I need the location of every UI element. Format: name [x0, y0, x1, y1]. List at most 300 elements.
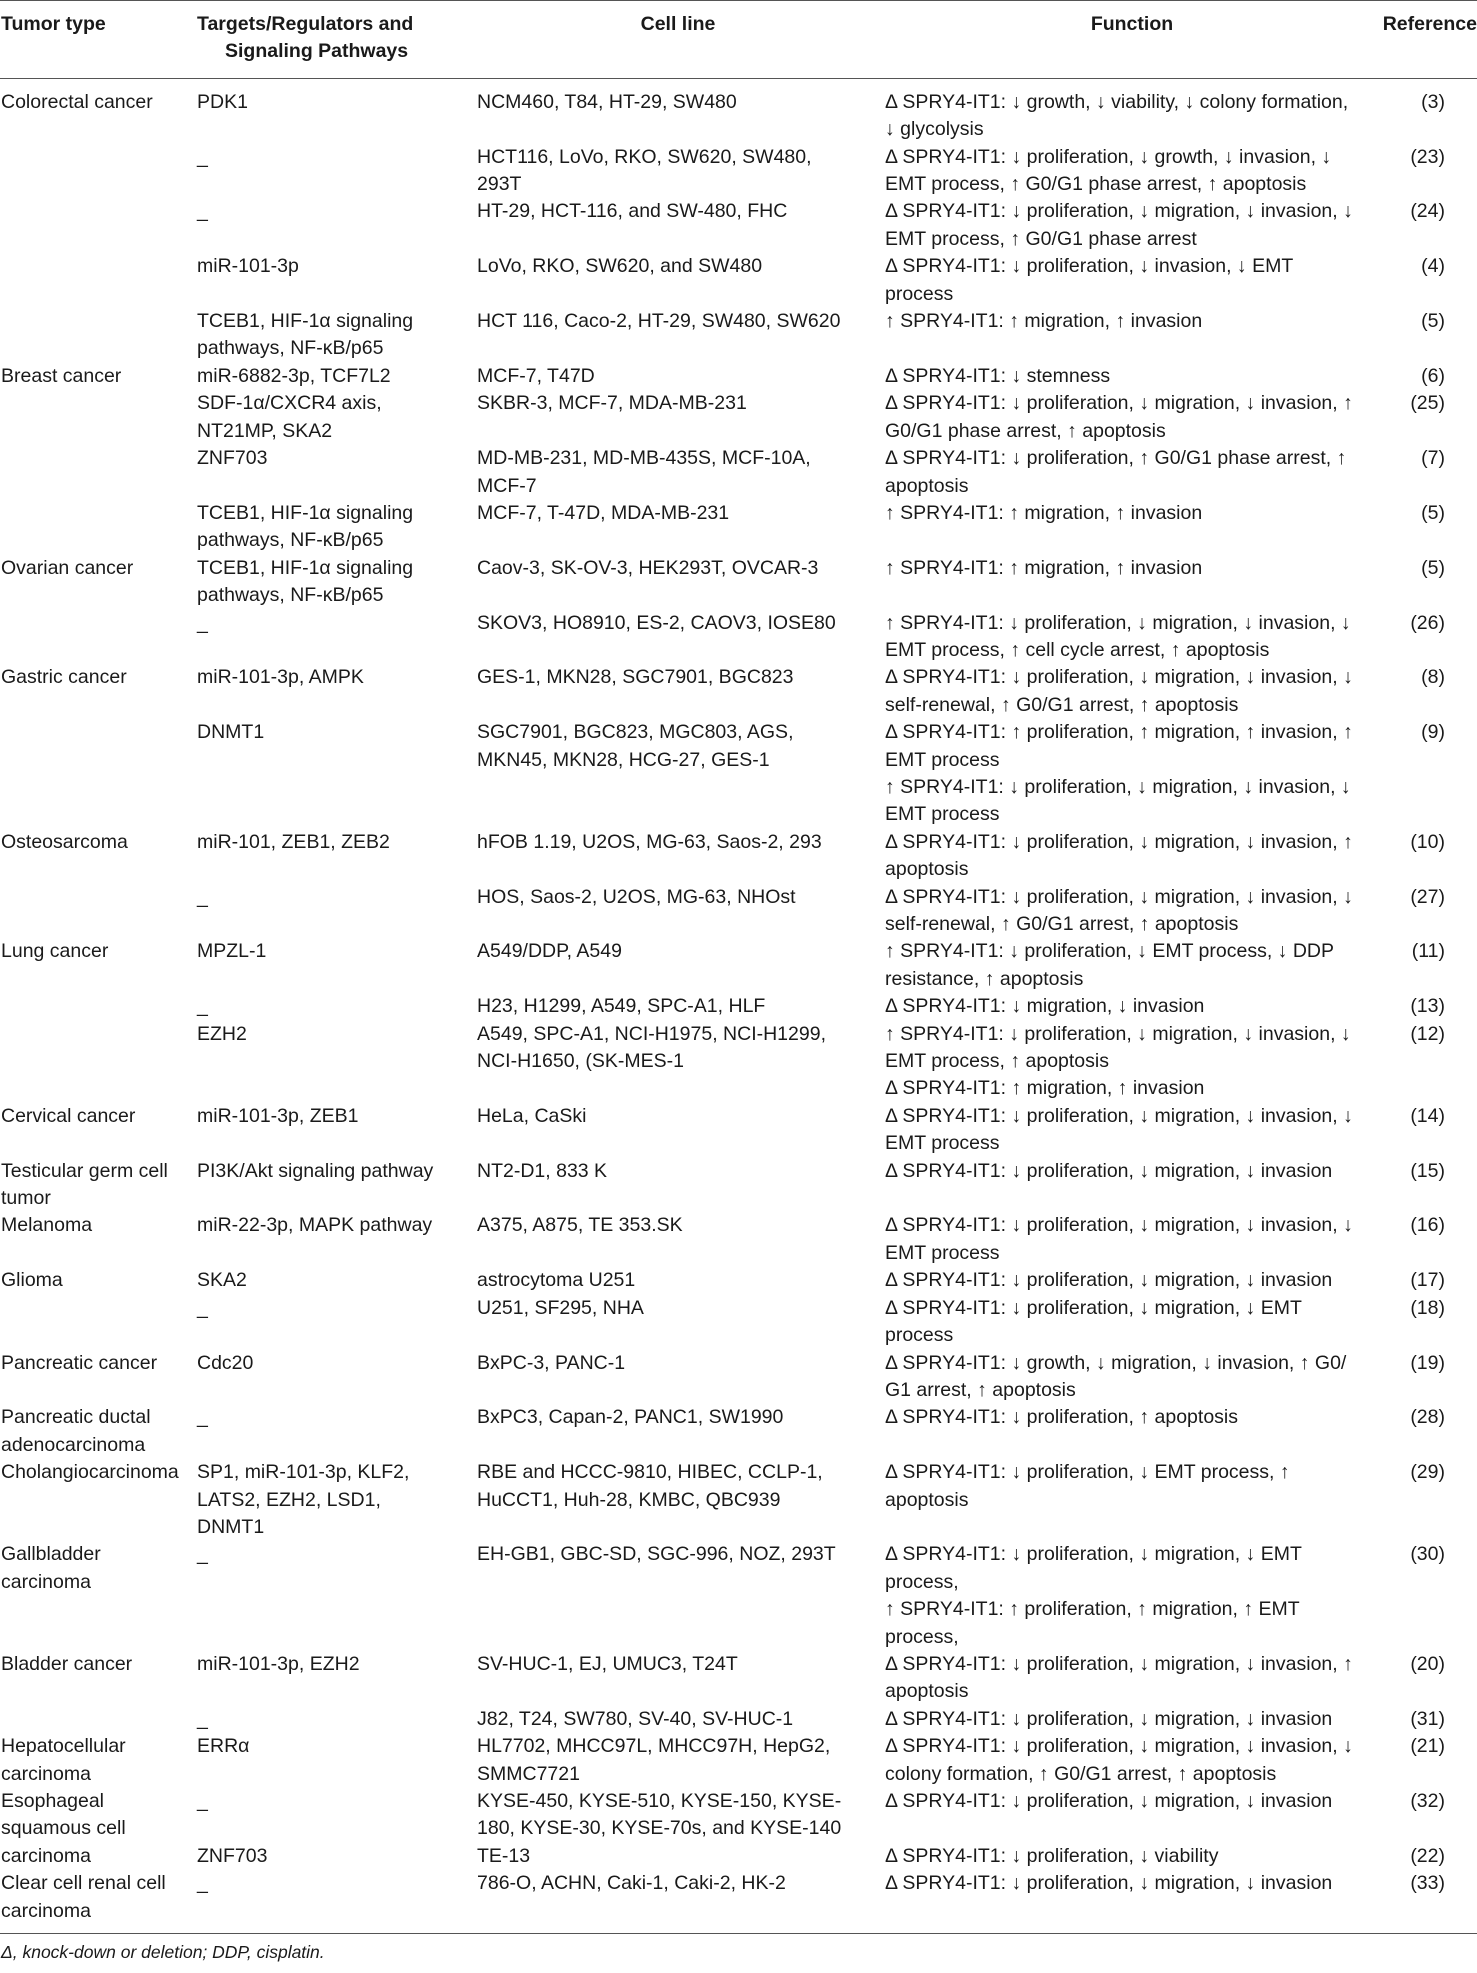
function-cell [879, 1158, 1379, 1213]
table-row [0, 1459, 1477, 1541]
function-cell-line: Δ SPRY4-IT1: ↓ proliferation, ↓ migration, ↓ invasion [885, 1269, 1333, 1292]
reference-cell-line: (25) [1410, 392, 1445, 415]
target-cell [187, 1350, 475, 1405]
reference-cell-line: (24) [1410, 200, 1445, 223]
reference-cell [1379, 500, 1477, 555]
function-cell-line: self-renewal, ↑ G0/G1 arrest, ↑ apoptosis [885, 693, 1239, 716]
reference-cell [1379, 1103, 1477, 1158]
target-cell [187, 1295, 475, 1350]
reference-cell [1379, 1404, 1477, 1459]
cell-line-cell [475, 1103, 879, 1158]
cell-line-cell [475, 719, 879, 829]
reference-cell-line: (17) [1410, 1269, 1445, 1292]
tumor-type-cell [0, 1706, 187, 1733]
target-cell-line: pathways, NF-κB/p65 [197, 584, 384, 607]
function-cell-line: Δ SPRY4-IT1: ↓ proliferation, ↓ migration, ↓ invasion, ↓ [885, 885, 1353, 908]
target-cell [187, 1459, 475, 1541]
function-cell-line: apoptosis [885, 1488, 969, 1511]
tumor-type-cell [0, 1733, 187, 1788]
cell-line-cell-line: SKOV3, HO8910, ES-2, CAOV3, IOSE80 [477, 611, 836, 634]
table-row [0, 363, 1477, 390]
cell-line-cell-line: TE-13 [477, 1844, 531, 1867]
target-cell [187, 1651, 475, 1706]
function-cell [879, 1212, 1379, 1267]
target-cell [187, 610, 475, 665]
cell-line-cell-line: NT2-D1, 833 K [477, 1159, 608, 1182]
cell-line-cell-line: NCM460, T84, HT-29, SW480 [477, 90, 737, 113]
target-cell [187, 1404, 475, 1459]
function-cell-line: G1 arrest, ↑ apoptosis [885, 1378, 1076, 1401]
target-cell [187, 144, 475, 199]
target-cell-line: miR-101, ZEB1, ZEB2 [197, 830, 390, 853]
tumor-type-cell [0, 253, 187, 308]
target-cell [187, 500, 475, 555]
function-cell-line: process, [885, 1570, 959, 1593]
function-cell-line: Δ SPRY4-IT1: ↓ proliferation, ↓ migration, ↓ invasion, ↓ [885, 1104, 1353, 1127]
tumor-type-cell [0, 1404, 187, 1459]
cell-line-cell [475, 993, 879, 1020]
function-cell-line: G0/G1 phase arrest, ↑ apoptosis [885, 419, 1166, 442]
target-cell-line: _ [197, 1406, 208, 1429]
function-cell-line: Δ SPRY4-IT1: ↓ proliferation, ↓ migration, ↓ invasion, ↓ [885, 666, 1353, 689]
function-cell-line: Δ SPRY4-IT1: ↓ proliferation, ↓ migration, ↓ invasion [885, 1159, 1333, 1182]
function-cell-line: Δ SPRY4-IT1: ↓ proliferation, ↓ migration, ↓ invasion [885, 1707, 1333, 1730]
cell-line-cell [475, 198, 879, 253]
table-row [0, 144, 1477, 199]
tumor-type-cell [0, 445, 187, 500]
table-row [0, 445, 1477, 500]
function-cell [879, 500, 1379, 555]
tumor-type-cell-line: carcinoma [1, 1762, 91, 1785]
reference-cell [1379, 198, 1477, 253]
header-cell-line: Cell line [475, 1, 879, 79]
tumor-type-cell-line: Glioma [1, 1269, 63, 1292]
cell-line-cell [475, 363, 879, 390]
reference-cell [1379, 829, 1477, 884]
function-cell-line: colony formation, ↑ G0/G1 arrest, ↑ apoptosis [885, 1762, 1277, 1785]
reference-cell-line: (11) [1411, 940, 1445, 963]
cell-line-cell-line: LoVo, RKO, SW620, and SW480 [477, 255, 763, 278]
cell-line-cell-line: 786-O, ACHN, Caki-1, Caki-2, HK-2 [477, 1872, 786, 1895]
target-cell-line: _ [197, 885, 208, 908]
cell-line-cell-line: A549, SPC-A1, NCI-H1975, NCI-H1299, [477, 1022, 826, 1045]
function-cell-line: ↑ SPRY4-IT1: ↓ proliferation, ↓ EMT process, ↓ DDP [885, 940, 1335, 963]
target-cell [187, 1733, 475, 1788]
header-row [0, 1, 1477, 79]
target-cell [187, 1706, 475, 1733]
function-cell-line: ↑ SPRY4-IT1: ↑ migration, ↑ invasion [885, 556, 1203, 579]
reference-cell-line: (12) [1410, 1022, 1445, 1045]
tumor-type-cell-line: tumor [1, 1187, 51, 1210]
reference-cell [1379, 144, 1477, 199]
function-cell-line: apoptosis [885, 858, 969, 881]
header-function: Function [879, 1, 1379, 79]
target-cell-line: miR-6882-3p, TCF7L2 [197, 364, 391, 387]
target-cell-line: PI3K/Akt signaling pathway [197, 1159, 434, 1182]
reference-cell-line: (9) [1421, 721, 1445, 744]
cell-line-cell-line: SKBR-3, MCF-7, MDA-MB-231 [477, 392, 747, 415]
target-cell [187, 664, 475, 719]
cell-line-cell-line: hFOB 1.19, U2OS, MG-63, Saos-2, 293 [477, 830, 822, 853]
table-row [0, 884, 1477, 939]
reference-cell-line: (30) [1410, 1543, 1445, 1566]
target-cell [187, 1870, 475, 1933]
tumor-type-cell [0, 1158, 187, 1213]
reference-cell [1379, 1021, 1477, 1103]
function-cell [879, 198, 1379, 253]
reference-cell-line: (23) [1410, 145, 1445, 168]
reference-cell-line: (5) [1421, 501, 1445, 524]
target-cell [187, 198, 475, 253]
tumor-type-cell-line: Ovarian cancer [1, 556, 134, 579]
target-cell-line: Cdc20 [197, 1351, 254, 1374]
function-cell-line: EMT process [885, 1132, 1000, 1155]
table-row [0, 555, 1477, 610]
tumor-type-cell-line: Bladder cancer [1, 1652, 133, 1675]
reference-cell-line: (26) [1410, 611, 1445, 634]
tumor-type-cell [0, 363, 187, 390]
function-cell-line: ↑ SPRY4-IT1: ↑ migration, ↑ invasion [885, 310, 1203, 333]
function-cell [879, 1295, 1379, 1350]
reference-cell [1379, 78, 1477, 143]
table-row [0, 1788, 1477, 1870]
reference-cell-line: (13) [1410, 995, 1445, 1018]
tumor-type-cell [0, 1295, 187, 1350]
cell-line-cell-line: BxPC-3, PANC-1 [477, 1351, 626, 1374]
cell-line-cell-line: MCF-7, T47D [477, 364, 595, 387]
target-cell [187, 78, 475, 143]
reference-cell [1379, 445, 1477, 500]
reference-cell-line: (15) [1410, 1159, 1445, 1182]
target-cell-line: _ [197, 145, 208, 168]
target-cell-line: miR-101-3p [197, 255, 299, 278]
table-row [0, 1021, 1477, 1103]
table-row [0, 993, 1477, 1020]
cell-line-cell [475, 1733, 879, 1788]
function-cell [879, 1459, 1379, 1541]
function-cell-line: ↑ SPRY4-IT1: ↑ proliferation, ↑ migration, ↑ EMT [885, 1598, 1300, 1621]
cell-line-cell [475, 500, 879, 555]
function-cell-line: process, [885, 1625, 959, 1648]
target-cell-line: SKA2 [197, 1269, 247, 1292]
reference-cell [1379, 993, 1477, 1020]
cell-line-cell [475, 664, 879, 719]
table-row [0, 1651, 1477, 1706]
target-cell [187, 1158, 475, 1213]
function-cell-line: Δ SPRY4-IT1: ↓ proliferation, ↓ migration, ↓ invasion [885, 1872, 1333, 1895]
header-tumor-type: Tumor type [0, 1, 187, 79]
reference-cell [1379, 610, 1477, 665]
target-cell-line: _ [197, 1707, 208, 1730]
function-cell-line: EMT process [885, 803, 1000, 826]
reference-cell [1379, 1651, 1477, 1706]
reference-cell [1379, 1267, 1477, 1294]
function-cell [879, 829, 1379, 884]
reference-cell-line: (27) [1410, 885, 1445, 908]
target-cell-line: _ [197, 1872, 208, 1895]
reference-cell [1379, 884, 1477, 939]
tumor-type-cell [0, 1459, 187, 1541]
function-cell-line: Δ SPRY4-IT1: ↓ stemness [885, 364, 1111, 387]
reference-cell [1379, 1212, 1477, 1267]
function-cell-line: process [885, 1324, 954, 1347]
function-cell [879, 363, 1379, 390]
function-cell [879, 445, 1379, 500]
target-cell [187, 1541, 475, 1651]
reference-cell [1379, 1295, 1477, 1350]
cell-line-cell [475, 555, 879, 610]
cell-line-cell-line: J82, T24, SW780, SV-40, SV-HUC-1 [477, 1707, 794, 1730]
table-row [0, 1350, 1477, 1405]
reference-cell [1379, 1733, 1477, 1788]
reference-cell [1379, 1459, 1477, 1541]
table-row [0, 1158, 1477, 1213]
tumor-type-cell [0, 938, 187, 993]
target-cell [187, 390, 475, 445]
target-cell-line: miR-101-3p, AMPK [197, 666, 364, 689]
function-cell-line: Δ SPRY4-IT1: ↓ growth, ↓ viability, ↓ colony formation, [885, 90, 1349, 113]
tumor-type-cell [0, 664, 187, 719]
table-row [0, 390, 1477, 445]
function-cell-line: apoptosis [885, 1680, 969, 1703]
cell-line-cell-line: H23, H1299, A549, SPC-A1, HLF [477, 995, 766, 1018]
reference-cell-line: (28) [1410, 1406, 1445, 1429]
function-cell [879, 1541, 1379, 1651]
function-cell [879, 719, 1379, 829]
reference-cell-line: (18) [1410, 1296, 1445, 1319]
target-cell-line: NT21MP, SKA2 [197, 419, 333, 442]
tumor-type-cell [0, 1350, 187, 1405]
cell-line-cell [475, 78, 879, 143]
target-cell-line: pathways, NF-κB/p65 [197, 337, 384, 360]
cell-line-cell-line: RBE and HCCC-9810, HIBEC, CCLP-1, [477, 1461, 823, 1484]
target-cell-line: DNMT1 [197, 721, 265, 744]
function-cell [879, 390, 1379, 445]
target-cell-line: SP1, miR-101-3p, KLF2, [197, 1461, 410, 1484]
function-cell-line: ↑ SPRY4-IT1: ↓ proliferation, ↓ migration, ↓ invasion, ↓ [885, 1022, 1351, 1045]
tumor-type-cell-line: Melanoma [1, 1214, 93, 1237]
function-cell-line: Δ SPRY4-IT1: ↓ proliferation, ↓ migration, ↓ invasion, ↑ [885, 830, 1353, 853]
reference-cell-line: (16) [1410, 1214, 1445, 1237]
table-row [0, 78, 1477, 143]
reference-cell-line: (7) [1421, 447, 1445, 470]
table-row [0, 1404, 1477, 1459]
cell-line-cell [475, 1212, 879, 1267]
cell-line-cell [475, 445, 879, 500]
reference-cell-line: (3) [1421, 90, 1445, 113]
cell-line-cell-line: A549/DDP, A549 [477, 940, 622, 963]
reference-cell [1379, 664, 1477, 719]
function-cell-line: resistance, ↑ apoptosis [885, 967, 1084, 990]
cell-line-cell [475, 1541, 879, 1651]
reference-cell [1379, 719, 1477, 829]
table-row [0, 253, 1477, 308]
tumor-type-cell-line: Osteosarcoma [1, 830, 128, 853]
function-cell-line: Δ SPRY4-IT1: ↓ proliferation, ↓ invasion, ↓ EMT [885, 255, 1294, 278]
reference-cell-line: (32) [1410, 1790, 1445, 1812]
tumor-type-cell [0, 610, 187, 665]
function-cell-line: Δ SPRY4-IT1: ↓ proliferation, ↓ migration, ↓ EMT [885, 1543, 1302, 1566]
target-cell-line: ERRα [197, 1735, 250, 1758]
table-row [0, 1295, 1477, 1350]
target-cell-line: SDF-1α/CXCR4 axis, [197, 392, 382, 415]
target-cell [187, 993, 475, 1020]
target-cell-line [197, 1815, 475, 1842]
reference-cell-line: (19) [1410, 1351, 1445, 1374]
cell-line-cell-line: MCF-7, T-47D, MDA-MB-231 [477, 501, 730, 524]
function-cell [879, 1651, 1379, 1706]
function-cell-line: EMT process, ↑ cell cycle arrest, ↑ apoptosis [885, 638, 1270, 661]
cell-line-cell-line: HuCCT1, Huh-28, KMBC, QBC939 [477, 1488, 781, 1511]
cell-line-cell [475, 938, 879, 993]
reference-cell [1379, 1350, 1477, 1405]
target-cell-line: ZNF703 [197, 1844, 268, 1867]
cell-line-cell-line: SGC7901, BGC823, MGC803, AGS, [477, 721, 794, 744]
reference-cell [1379, 390, 1477, 445]
cell-line-cell-line: 180, KYSE-30, KYSE-70s, and KYSE-140 [477, 1817, 842, 1840]
target-cell [187, 884, 475, 939]
cell-line-cell-line: HT-29, HCT-116, and SW-480, FHC [477, 200, 788, 223]
tumor-type-cell-line: Colorectal cancer [1, 90, 153, 113]
reference-cell-line: (29) [1410, 1461, 1445, 1484]
function-cell-line: process [885, 282, 954, 305]
tumor-type-cell-line: Breast cancer [1, 364, 122, 387]
reference-cell-line: (5) [1421, 556, 1445, 579]
reference-cell [1379, 363, 1477, 390]
function-cell [879, 555, 1379, 610]
function-cell-line: apoptosis [885, 474, 969, 497]
tumor-type-cell [0, 500, 187, 555]
header-targets [187, 1, 475, 79]
function-cell-line: Δ SPRY4-IT1: ↓ proliferation, ↑ G0/G1 phase arrest, ↑ [885, 447, 1347, 470]
function-cell-line: Δ SPRY4-IT1: ↓ proliferation, ↑ apoptosis [885, 1406, 1238, 1429]
reference-cell [1379, 1788, 1477, 1870]
reference-cell [1379, 1706, 1477, 1733]
table-row [0, 308, 1477, 363]
target-cell [187, 938, 475, 993]
tumor-type-cell [0, 993, 187, 1020]
table-body [0, 78, 1477, 1933]
target-cell [187, 445, 475, 500]
cell-line-cell [475, 1295, 879, 1350]
function-cell [879, 1267, 1379, 1294]
reference-cell-line: (33) [1410, 1872, 1445, 1895]
table-row [0, 1212, 1477, 1267]
cell-line-cell [475, 144, 879, 199]
reference-cell-line: (20) [1410, 1652, 1445, 1675]
table-row [0, 500, 1477, 555]
function-cell-line: Δ SPRY4-IT1: ↑ migration, ↑ invasion [885, 1077, 1205, 1100]
tumor-type-cell-line: squamous cell [1, 1817, 126, 1840]
function-cell [879, 1706, 1379, 1733]
tumor-type-cell [0, 144, 187, 199]
function-cell-line: ↑ SPRY4-IT1: ↓ proliferation, ↓ migration, ↓ invasion, ↓ [885, 775, 1351, 798]
reference-cell [1379, 555, 1477, 610]
tumor-type-cell [0, 1870, 187, 1933]
cell-line-cell-line: MD-MB-231, MD-MB-435S, MCF-10A, [477, 447, 811, 470]
function-cell-line: Δ SPRY4-IT1: ↓ proliferation, ↓ growth, ↓ invasion, ↓ [885, 145, 1332, 168]
function-cell-line: EMT process, ↑ G0/G1 phase arrest [885, 227, 1197, 250]
tumor-type-cell-line: Pancreatic cancer [1, 1351, 158, 1374]
table-row [0, 1733, 1477, 1788]
tumor-type-cell [0, 308, 187, 363]
reference-cell [1379, 938, 1477, 993]
function-cell [879, 664, 1379, 719]
header-targets-line: Signaling Pathways [225, 40, 409, 63]
cell-line-cell [475, 1267, 879, 1294]
target-cell [187, 253, 475, 308]
cell-line-cell-line: HL7702, MHCC97L, MHCC97H, HepG2, [477, 1735, 831, 1758]
table-footnote: Δ, knock-down or deletion; DDP, cisplatin. [1, 1942, 325, 1962]
tumor-type-cell-line: Hepatocellular [1, 1735, 126, 1758]
reference-cell-spacer [1379, 1815, 1445, 1842]
function-cell-line: Δ SPRY4-IT1: ↓ proliferation, ↓ migration, ↓ invasion, ↓ [885, 1214, 1353, 1237]
function-cell-line: Δ SPRY4-IT1: ↓ growth, ↓ migration, ↓ invasion, ↑ G0/ [885, 1351, 1347, 1374]
cell-line-cell [475, 1459, 879, 1541]
function-cell [879, 1788, 1379, 1870]
tumor-type-cell-line: Lung cancer [1, 940, 109, 963]
function-cell-line: self-renewal, ↑ G0/G1 arrest, ↑ apoptosis [885, 913, 1239, 935]
target-cell [187, 1788, 475, 1870]
cell-line-cell [475, 829, 879, 884]
table-row [0, 829, 1477, 884]
tumor-type-cell-line: Pancreatic ductal [1, 1406, 151, 1429]
table-row [0, 664, 1477, 719]
cell-line-cell-line: Caov-3, SK-OV-3, HEK293T, OVCAR-3 [477, 556, 819, 579]
reference-cell-line: (6) [1421, 364, 1445, 387]
table-row [0, 938, 1477, 993]
table-row [0, 1267, 1477, 1294]
function-cell [879, 308, 1379, 363]
function-cell [879, 253, 1379, 308]
function-cell-line: Δ SPRY4-IT1: ↓ migration, ↓ invasion [885, 995, 1205, 1018]
reference-cell-line: (14) [1410, 1104, 1445, 1127]
reference-cell [1379, 1541, 1477, 1651]
table-row [0, 610, 1477, 665]
reference-cell-line: (10) [1410, 830, 1445, 853]
function-cell-line: Δ SPRY4-IT1: ↓ proliferation, ↓ viability [885, 1844, 1219, 1867]
tumor-type-cell-line: carcinoma [1, 1899, 91, 1922]
tumor-type-cell-line: carcinoma [1, 1570, 91, 1593]
target-cell [187, 719, 475, 829]
function-cell-line: EMT process [885, 748, 1000, 771]
cell-line-cell [475, 308, 879, 363]
tumor-type-cell-line: carcinoma [1, 1844, 91, 1867]
function-cell [879, 1021, 1379, 1103]
target-cell-line: _ [197, 200, 208, 223]
target-cell-line: pathways, NF-κB/p65 [197, 529, 384, 552]
tumor-type-cell [0, 1103, 187, 1158]
table-row [0, 1541, 1477, 1651]
tumor-type-cell [0, 1267, 187, 1294]
target-cell-line: ZNF703 [197, 447, 268, 470]
target-cell-line: miR-101-3p, ZEB1 [197, 1104, 359, 1127]
tumor-type-cell [0, 390, 187, 445]
target-cell-line: TCEB1, HIF-1α signaling [197, 556, 414, 579]
cell-line-cell [475, 1158, 879, 1213]
function-cell-line: Δ SPRY4-IT1: ↓ proliferation, ↓ EMT process, ↑ [885, 1461, 1290, 1484]
tumor-type-cell [0, 1651, 187, 1706]
reference-cell-line: (22) [1410, 1844, 1445, 1867]
cell-line-cell [475, 610, 879, 665]
cell-line-cell-line: HCT 116, Caco-2, HT-29, SW480, SW620 [477, 310, 841, 333]
table-row [0, 1870, 1477, 1933]
cell-line-cell-line: 293T [477, 173, 522, 196]
function-cell-line: ↑ SPRY4-IT1: ↓ proliferation, ↓ migration, ↓ invasion, ↓ [885, 611, 1351, 634]
function-cell-line: Δ SPRY4-IT1: ↓ proliferation, ↓ migration, ↓ invasion, ↓ [885, 200, 1353, 223]
cell-line-cell [475, 1706, 879, 1733]
function-cell [879, 144, 1379, 199]
